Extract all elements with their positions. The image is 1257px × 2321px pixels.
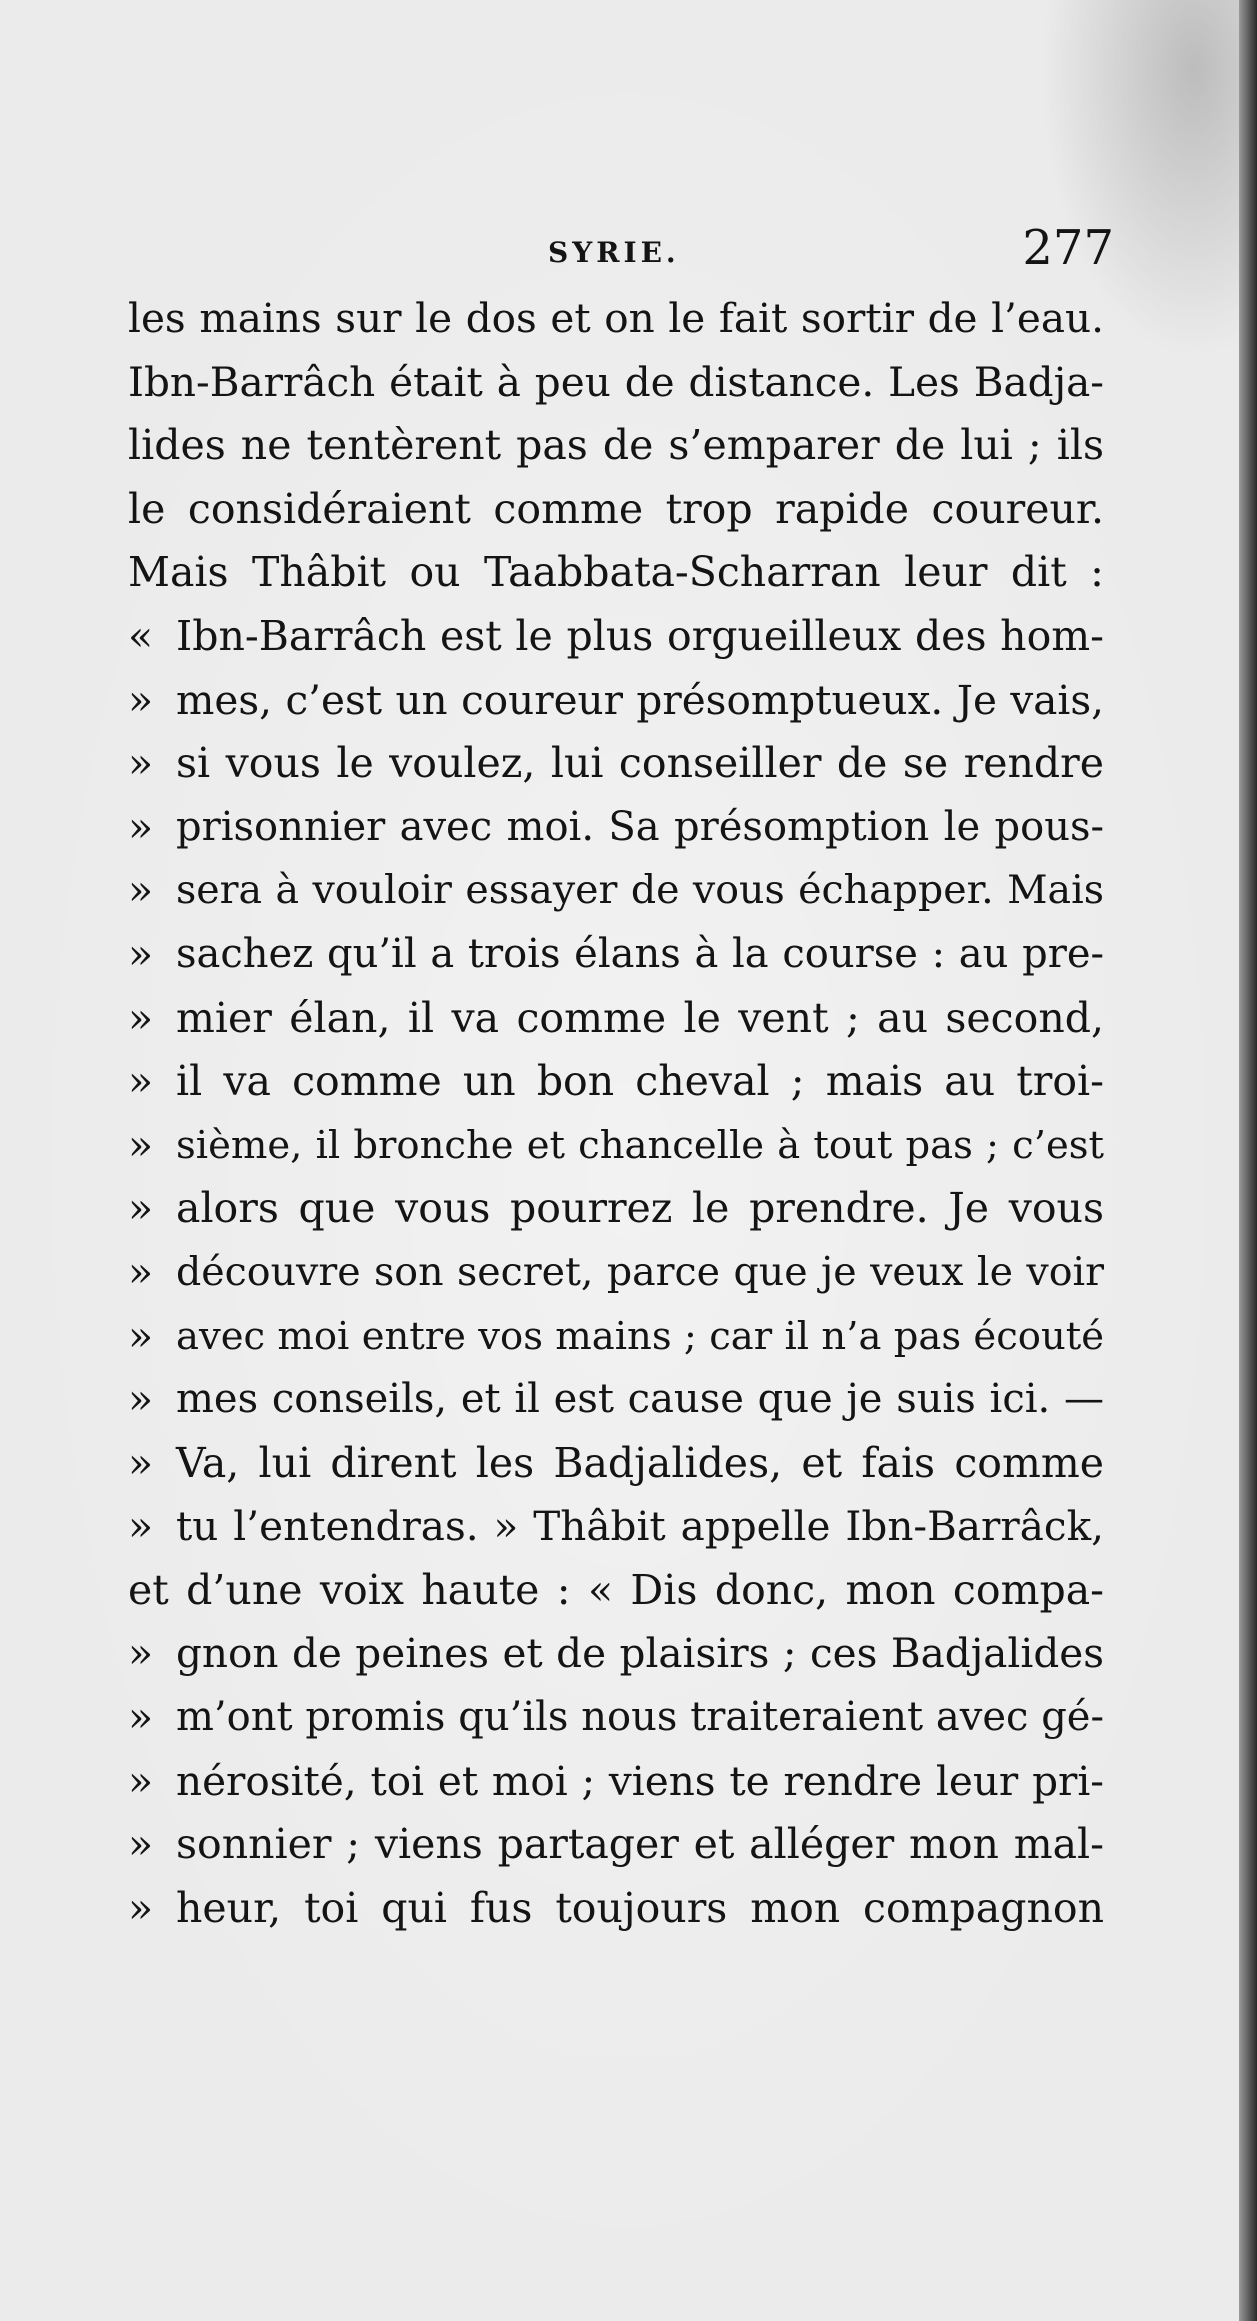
line-text: mier élan, il va comme le vent ; au second, <box>176 993 1104 1042</box>
quoted-line <box>128 1050 1104 1114</box>
quoted-line <box>128 1813 1104 1877</box>
quote-mark: « <box>128 611 154 660</box>
quote-mark: » <box>128 866 154 915</box>
line-text: découvre son secret, parce que je veux le voir <box>176 1248 1104 1295</box>
line-text: Ibn-Barrâch est le plus orgueilleux des hom- <box>176 611 1104 660</box>
quote-mark: » <box>128 1247 154 1296</box>
quoted-line <box>128 1495 1104 1559</box>
line-text: le considéraient comme trop rapide coureur. <box>128 484 1104 533</box>
text-line <box>128 1559 1104 1623</box>
quoted-line <box>128 1305 1104 1369</box>
quoted-line <box>128 1368 1104 1432</box>
quote-mark: » <box>128 802 154 851</box>
line-text: mes conseils, et il est cause que je suis ici. — <box>176 1376 1104 1423</box>
page-number: 277 <box>1022 220 1114 276</box>
line-text: Ibn-Barrâch était à peu de distance. Les Badja- <box>128 357 1104 406</box>
quote-mark: » <box>128 1184 154 1233</box>
quote-mark: » <box>128 1120 154 1169</box>
quoted-line <box>128 1622 1104 1686</box>
quoted-line <box>128 859 1104 923</box>
text-line <box>128 287 1104 351</box>
quote-mark: » <box>128 929 154 978</box>
quote-mark: » <box>128 1693 154 1742</box>
line-text: Mais Thâbit ou Taabbata-Scharran leur dit : <box>128 548 1104 597</box>
text-line <box>128 414 1104 478</box>
line-text: et d’une voix haute : « Dis donc, mon compa- <box>128 1565 1104 1614</box>
quoted-line <box>128 1177 1104 1241</box>
line-text: si vous le voulez, lui conseiller de se rendre <box>176 739 1104 788</box>
quoted-line <box>128 1432 1104 1496</box>
quote-mark: » <box>128 739 154 788</box>
line-text: il va comme un bon cheval ; mais au troi- <box>176 1057 1104 1106</box>
running-head: SYRIE. <box>548 236 680 269</box>
line-text: tu l’entendras. » Thâbit appelle Ibn-Barrâck, <box>176 1502 1104 1551</box>
line-text: m’ont promis qu’ils nous traiteraient avec gé- <box>176 1694 1104 1741</box>
line-text: Va, lui dirent les Badjalides, et fais comme <box>176 1438 1104 1487</box>
line-text: gnon de peines et de plaisirs ; ces Badjalides <box>176 1629 1104 1678</box>
line-text: les mains sur le dos et on le fait sortir de l’eau. <box>128 294 1104 342</box>
line-text: mes, c’est un coureur présomptueux. Je vais, <box>176 675 1104 724</box>
line-text: lides ne tentèrent pas de s’emparer de lui ; ils <box>128 421 1104 470</box>
text-line <box>128 351 1104 415</box>
quoted-line <box>128 987 1104 1051</box>
quote-mark: » <box>128 1375 154 1424</box>
text-line <box>128 478 1104 542</box>
quoted-line <box>128 1877 1104 1941</box>
quoted-line <box>128 605 1104 669</box>
line-text: sera à vouloir essayer de vous échapper. Mais <box>176 867 1104 914</box>
quote-mark: » <box>128 1311 154 1360</box>
line-text: nérosité, toi et moi ; viens te rendre leur pri- <box>176 1756 1104 1805</box>
quote-mark: » <box>128 1057 154 1106</box>
quoted-line <box>128 1750 1104 1814</box>
page-body-text <box>128 287 1104 1940</box>
quoted-line <box>128 732 1104 796</box>
line-text: prisonnier avec moi. Sa présomption le pous- <box>176 803 1104 850</box>
line-text: sonnier ; viens partager et alléger mon mal- <box>176 1820 1104 1869</box>
line-text: alors que vous pourrez le prendre. Je vous <box>176 1184 1104 1233</box>
quote-mark: » <box>128 675 154 724</box>
quote-mark: » <box>128 1629 154 1678</box>
quoted-line <box>128 923 1104 987</box>
quote-mark: » <box>128 993 154 1042</box>
line-text: sachez qu’il a trois élans à la course : au pre- <box>176 930 1104 977</box>
quote-mark: » <box>128 1883 154 1932</box>
quote-mark: » <box>128 1438 154 1487</box>
quoted-line <box>128 796 1104 860</box>
line-text: heur, toi qui fus toujours mon compagnon <box>176 1883 1104 1932</box>
quote-mark: » <box>128 1756 154 1805</box>
quoted-line <box>128 669 1104 733</box>
page-edge-shadow <box>1239 0 1257 2321</box>
page-header <box>128 220 1114 282</box>
line-text: avec moi entre vos mains ; car il n’a pas écouté <box>176 1313 1104 1359</box>
line-text: sième, il bronche et chancelle à tout pas ; c’est <box>176 1122 1104 1168</box>
quoted-line <box>128 1241 1104 1305</box>
quoted-line <box>128 1114 1104 1178</box>
quoted-line <box>128 1686 1104 1750</box>
quote-mark: » <box>128 1820 154 1869</box>
text-line <box>128 541 1104 605</box>
quote-mark: » <box>128 1502 154 1551</box>
